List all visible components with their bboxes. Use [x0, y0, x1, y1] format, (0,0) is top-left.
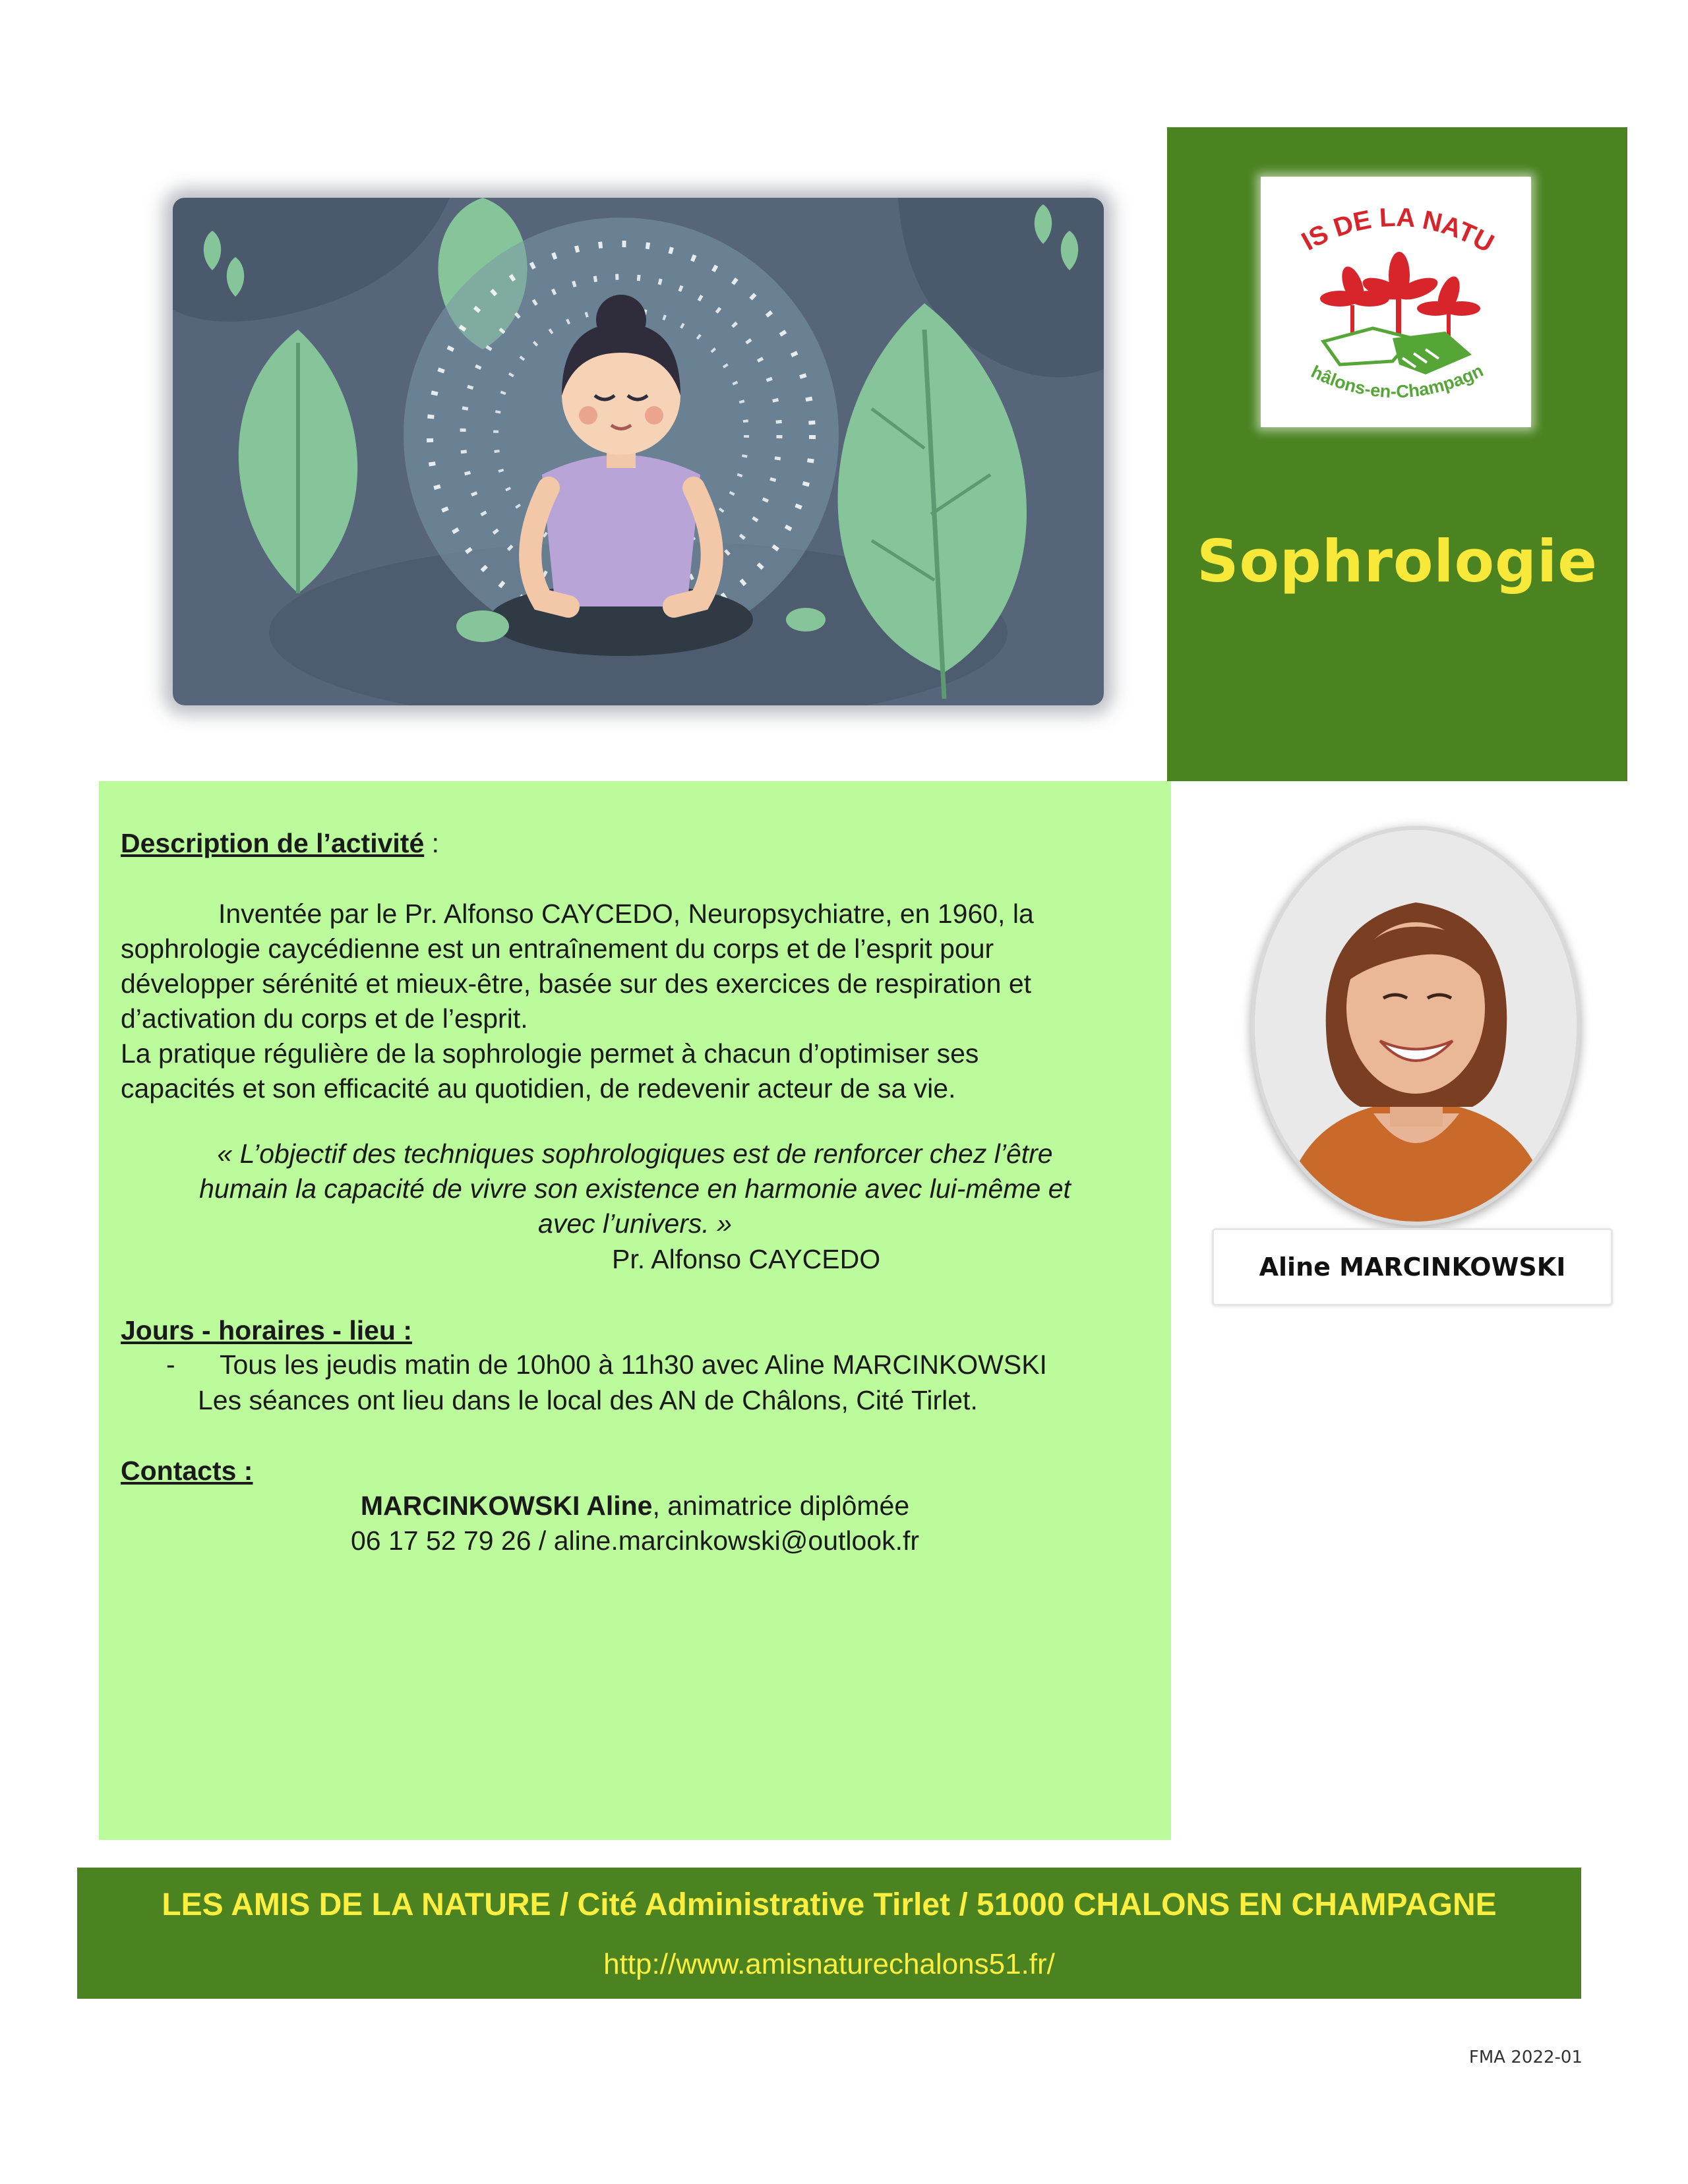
contacts-heading: Contacts :: [121, 1456, 253, 1486]
description-line: développer sérénité et mieux-être, basée sur des exercices de respiration et: [121, 968, 1032, 999]
logo-name: IS DE LA NATU: [1296, 202, 1499, 258]
description-line: capacités et son efficacité au quotidien, de redevenir acteur de sa vie.: [121, 1073, 956, 1104]
description-heading: Description de l’activité: [121, 828, 425, 858]
logo-mark: [1261, 177, 1531, 427]
description-heading-row: [121, 826, 439, 861]
description-text: [121, 897, 1149, 1106]
torso: [542, 455, 700, 606]
meditation-illustration: [173, 198, 1104, 705]
instructor-name-box: [1212, 1228, 1613, 1306]
document-reference: FMA 2022-01: [1468, 2048, 1582, 2067]
contact-name-row: [121, 1489, 1149, 1523]
schedule-line-2: Les séances ont lieu dans le local des AN de Châlons, Cité Tirlet.: [198, 1385, 978, 1415]
svg-text:AMIS DE LA NATURE: [1261, 177, 1499, 258]
footer-address: LES AMIS DE LA NATURE / Cité Administrative Tirlet / 51000 CHALONS EN CHAMPAGNE: [162, 1887, 1497, 1922]
quote-line: humain la capacité de vivre son existence en harmonie avec lui-même et: [199, 1173, 1071, 1204]
quote-block: [121, 1136, 1149, 1241]
meditation-illustration-svg: [173, 198, 1104, 705]
description-line: sophrologie caycédienne est un entraînement du corps et de l’esprit pour: [121, 933, 994, 964]
contact-phone-email[interactable]: 06 17 52 79 26 / aline.marcinkowski@outlook.fr: [350, 1525, 920, 1556]
quote-line: avec l’univers. »: [538, 1208, 732, 1239]
contact-role: , animatrice diplômée: [652, 1490, 910, 1521]
portrait-svg: [1255, 830, 1577, 1222]
contact-name: MARCINKOWSKI Aline: [360, 1490, 653, 1521]
instructor-portrait: [1251, 826, 1581, 1225]
page-title: Sophrologie: [1197, 527, 1598, 595]
description-line: La pratique régulière de la sophrologie permet à chacun d’optimiser ses: [121, 1038, 979, 1069]
description-heading-suffix: :: [424, 828, 440, 858]
quote-line: « L’objectif des techniques sophrologiques est de renforcer chez l’être: [217, 1138, 1053, 1169]
schedule-heading: Jours - horaires - lieu :: [121, 1315, 412, 1345]
description-line: d’activation du corps et de l’esprit.: [121, 1003, 528, 1034]
quote-author: Pr. Alfonso CAYCEDO: [612, 1244, 881, 1274]
schedule-line-1: Tous les jeudis matin de 10h00 à 11h30 avec Aline MARCINKOWSKI: [220, 1349, 1047, 1380]
logo-city: hâlons-en-Champagn: [1308, 360, 1487, 402]
description-line: Inventée par le Pr. Alfonso CAYCEDO, Neuropsychiatre, en 1960, la: [218, 899, 1034, 929]
handshake-icon: [1323, 328, 1472, 374]
instructor-name: Aline MARCINKOWSKI: [1259, 1253, 1566, 1282]
association-logo: [1261, 177, 1531, 427]
flower-icon: [1320, 252, 1480, 338]
schedule-bullet: -: [166, 1349, 175, 1380]
footer-website-link[interactable]: http://www.amisnaturechalons51.fr/: [603, 1948, 1055, 1980]
